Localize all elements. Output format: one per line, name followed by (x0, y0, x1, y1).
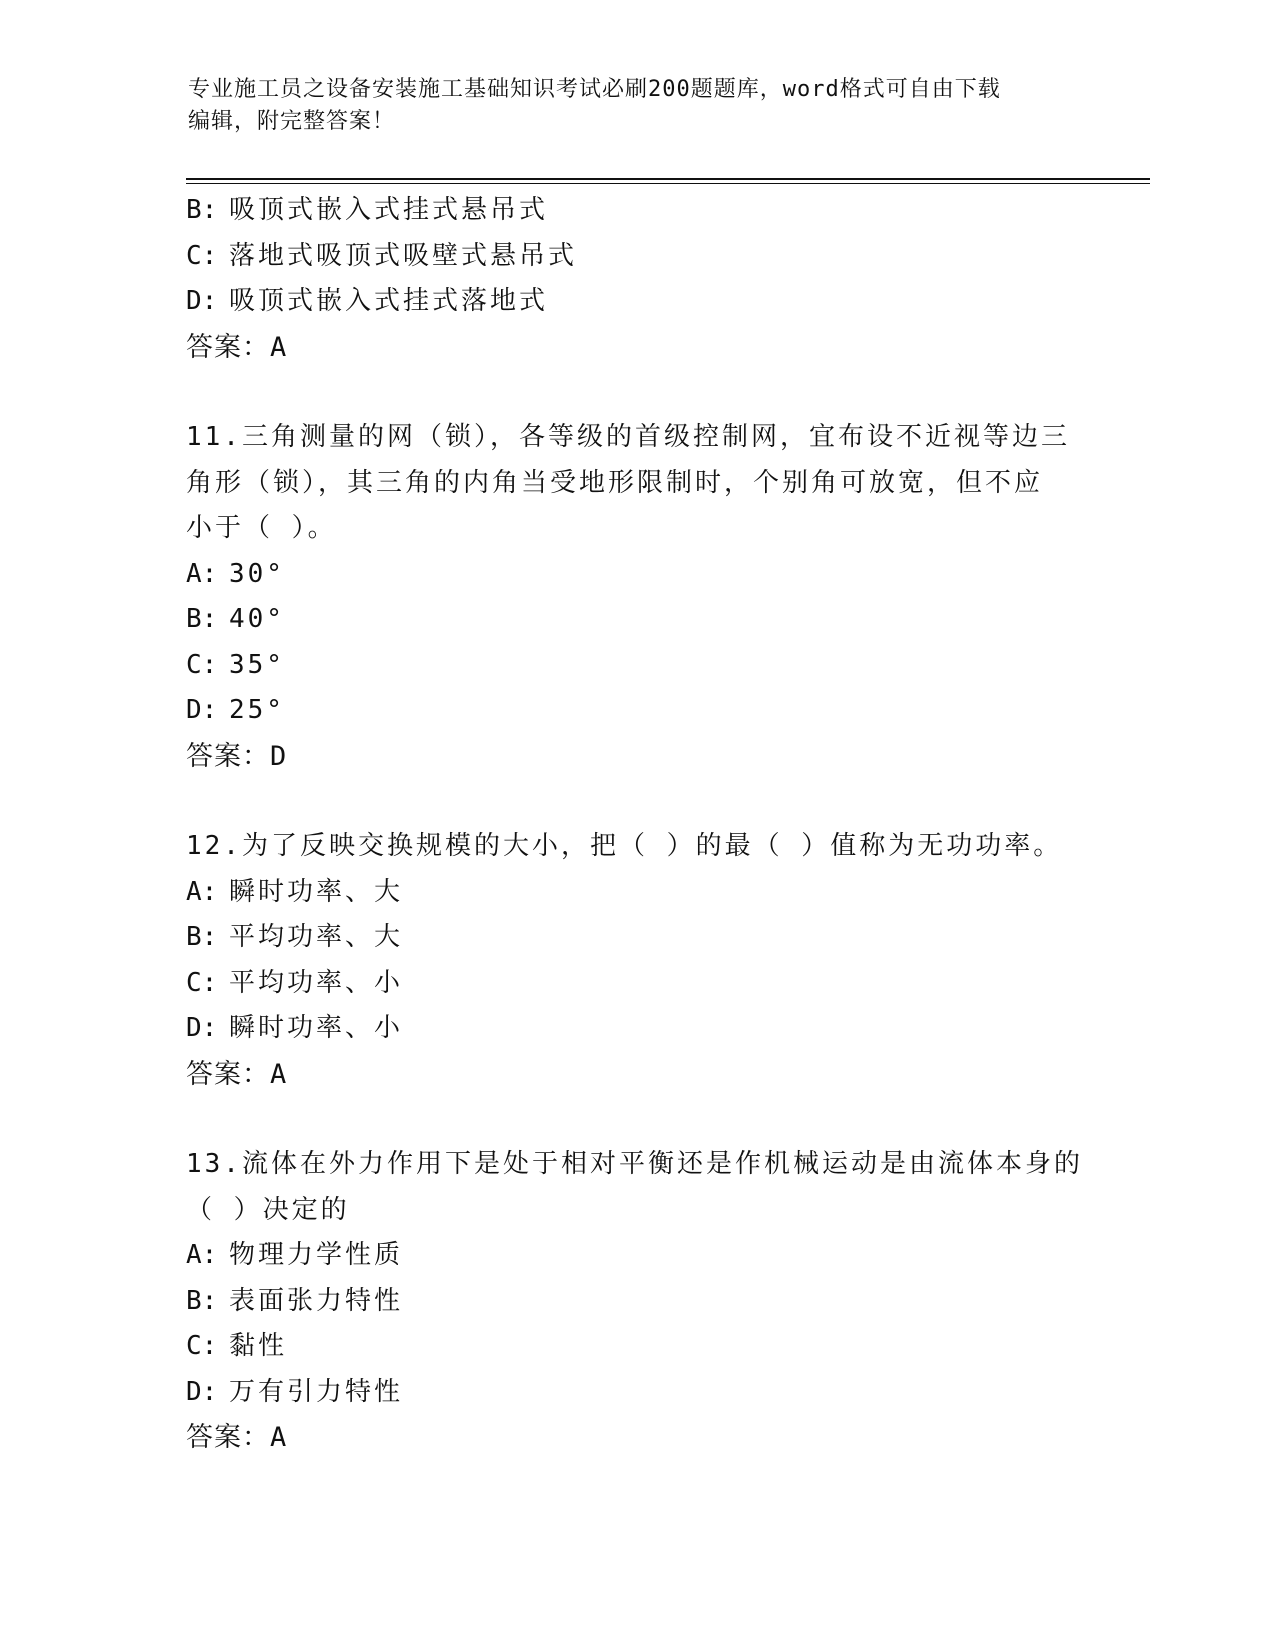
option-label: B: (186, 922, 218, 952)
question-stem-line: 12.为了反映交换规模的大小，把（ ）的最（ ）值称为无功功率。 (186, 831, 1063, 861)
question-block-partial (186, 188, 1086, 370)
option-label: A: (186, 1240, 218, 1270)
option-text: 万有引力特性 (229, 1376, 404, 1407)
option-c (186, 234, 1086, 280)
option-b (186, 597, 1086, 643)
option-a (186, 870, 1086, 916)
option-label: C: (186, 1331, 218, 1361)
option-text: 25° (229, 695, 285, 725)
option-text: 表面张力特性 (229, 1285, 404, 1316)
question-stem-line: 小于（ ）。 (186, 513, 337, 543)
option-a (186, 552, 1086, 598)
answer-line: 答案：A (186, 331, 288, 363)
option-label: B: (186, 1285, 218, 1316)
option-text: 吸顶式嵌入式挂式悬吊式 (229, 195, 549, 225)
question-stem-line: 角形（锁），其三角的内角当受地形限制时，个别角可放宽，但不应 (186, 467, 1044, 498)
option-text: 35° (229, 649, 285, 680)
option-d (186, 1006, 1086, 1052)
option-d (186, 688, 1086, 734)
option-label: C: (186, 240, 218, 271)
answer-line: 答案：A (186, 1058, 288, 1090)
document-header (188, 74, 1068, 138)
option-label: D: (186, 1376, 218, 1407)
question-block-12 (186, 824, 1086, 1097)
option-a (186, 1233, 1086, 1279)
option-b (186, 915, 1086, 961)
option-label: D: (186, 1013, 218, 1043)
option-text: 物理力学性质 (229, 1240, 404, 1270)
answer-line: 答案：D (186, 740, 288, 772)
option-text: 瞬时功率、小 (229, 1013, 404, 1043)
question-block-13 (186, 1142, 1086, 1461)
question-stem-line: 11.三角测量的网（锁），各等级的首级控制网，宜布设不近视等边三 (186, 422, 1070, 452)
option-b (186, 1279, 1086, 1325)
option-label: A: (186, 558, 218, 589)
option-label: A: (186, 876, 218, 907)
question-stem-line: （ ）决定的 (186, 1194, 350, 1225)
option-text: 黏性 (229, 1331, 288, 1361)
option-label: C: (186, 967, 218, 998)
option-text: 吸顶式嵌入式挂式落地式 (229, 286, 549, 316)
option-b (186, 188, 1086, 234)
header-title-line-2: 编辑，附完整答案！ (188, 109, 396, 134)
option-label: B: (186, 195, 218, 225)
header-title-line-1: 专业施工员之设备安装施工基础知识考试必刷200题题库，word格式可自由下载 (188, 77, 1001, 102)
option-c (186, 1324, 1086, 1370)
option-text: 落地式吸顶式吸壁式悬吊式 (229, 240, 578, 271)
answer-line: 答案：A (186, 1422, 288, 1453)
option-d (186, 279, 1086, 325)
question-list (186, 188, 1086, 1461)
option-text: 40° (229, 604, 285, 634)
option-c (186, 643, 1086, 689)
option-label: D: (186, 286, 218, 316)
option-text: 30° (229, 558, 285, 589)
header-divider-thick (186, 178, 1150, 180)
option-d (186, 1370, 1086, 1416)
option-text: 平均功率、小 (229, 967, 404, 998)
question-block-11 (186, 415, 1086, 779)
option-label: D: (186, 695, 218, 725)
option-label: B: (186, 604, 218, 634)
option-text: 平均功率、大 (229, 922, 404, 952)
option-c (186, 961, 1086, 1007)
header-divider-thin (186, 183, 1150, 184)
option-text: 瞬时功率、大 (229, 876, 404, 907)
question-stem-line: 13.流体在外力作用下是处于相对平衡还是作机械运动是由流体本身的 (186, 1149, 1083, 1179)
option-label: C: (186, 649, 218, 680)
